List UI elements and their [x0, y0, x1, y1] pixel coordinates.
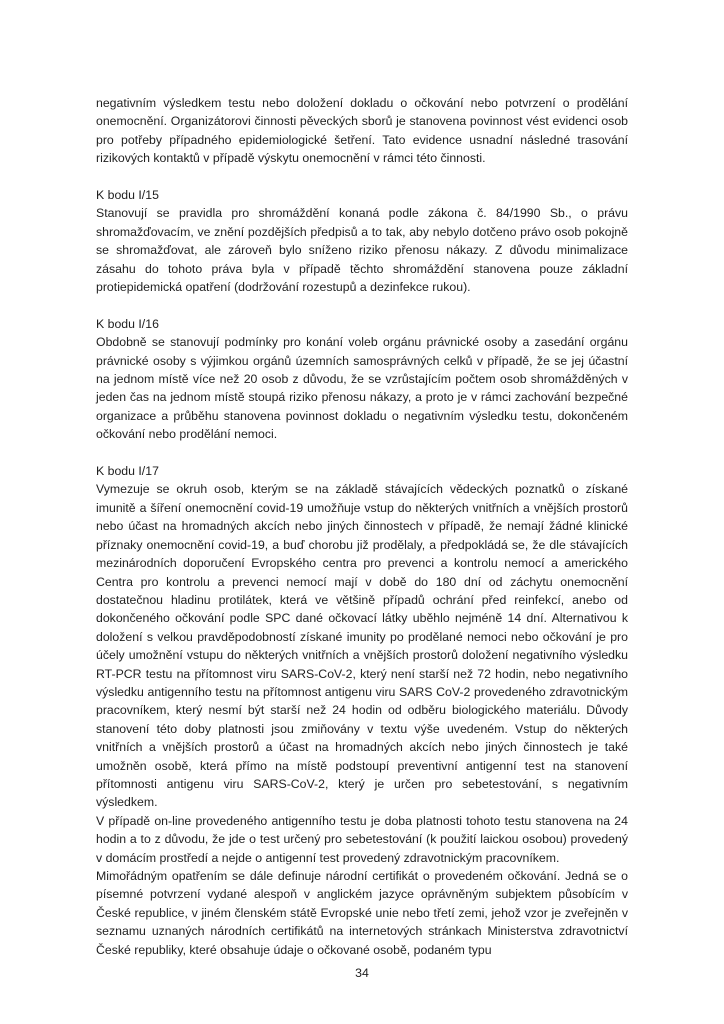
intro-paragraph: negativním výsledkem testu nebo doložení dokladu o očkování nebo potvrzení o prodělání onemocnění. Organizátorovi činnosti pěveckých sborů je stanovena povinnost vést evidenci osob pro potřeby případného epidemiologické šetření. Tato evidence usnadní následné trasování rizikových kontaktů v případě výskytu onemocnění v rámci této činnosti.	[96, 96, 628, 166]
section-i-15	[96, 186, 628, 296]
section-paragraph: V případě on-line provedeného antigenního testu je doba platnosti tohoto testu stanovena na 24 hodin a to z důvodu, že jde o test určený pro sebetestování (k použití laickou osobou) provedený v domácím prostředí a nejde o antigenní test provedený zdravotnickým pracovníkem.	[96, 813, 628, 865]
section-heading: K bodu I/16	[96, 316, 159, 331]
page-number: 34	[355, 966, 369, 980]
section-paragraph: Vymezuje se okruh osob, kterým se na základě stávajících vědeckých poznatků o získané imunitě a šíření onemocnění covid-19 umožňuje vstup do některých vnitřních a vnějších prostorů nebo účast na hromadných akcích nebo jiných činnostech v případě, že nemají žádné klinické příznaky onemocnění covid-19, a buď chorobu již prodělaly, a předpokládá se, že dle stávajících mezinárodních doporučení Evropského centra pro prevenci a kontrolu nemocí a amerického Centra pro kontrolu a prevenci nemocí mají v době do 180 dní od záchytu onemocnění dostatečnou hladinu protilátek, která ve většině případů ochrání před reinfekcí, anebo od dokončeného očkování podle SPC dané očkovací látky uběhlo nejméně 14 dní. Alternativou k doložení s velkou pravděpodobností získané imunity po prodělané nemoci nebo očkování je pro účely umožnění vstupu do některých vnitřních a vnějších prostorů doložení negativního výsledku RT-PCR testu na přítomnost viru SARS-CoV-2, který není starší než 72 hodin, nebo negativního výsledku antigenního testu na přítomnost antigenu viru SARS CoV-2 provedeného zdravotnickým pracovníkem, který nesmí být starší než 24 hodin od odběru biologického materiálu. Důvody stanovení této doby platnosti jsou zmiňovány v textu výše uvedeném. Vstup do některých vnitřních a vnějších prostorů a účast na hromadných akcích nebo jiných činnostech je také umožněn osobě, která přímo na místě podstoupí preventivní antigenní test na stanovení přítomnosti antigenu viru SARS-CoV-2, který je určen pro sebetestování, s negativním výsledkem.	[96, 482, 628, 810]
section-paragraph: Mimořádným opatřením se dále definuje národní certifikát o provedeném očkování. Jedná se o písemné potvrzení vydané alespoň v anglickém jazyce oprávněným subjektem působícím v České republice, v jiném členském státě Evropské unie nebo třetí zemi, jehož vzor je zveřejněn v seznamu uznaných národních certifikátů na internetových stránkach Ministerstva zdravotnictví České republiky, které obsahuje údaje o očkované osobě, podaném typu	[96, 869, 628, 957]
section-heading: K bodu I/17	[96, 464, 159, 479]
section-heading: K bodu I/15	[96, 188, 159, 203]
section-i-16	[96, 315, 628, 444]
section-paragraph: Obdobně se stanovují podmínky pro konání voleb orgánu právnické osoby a zasedání orgánu právnické osoby s výjimkou orgánů územních samosprávných celků v případě, že se jej účastní na jednom místě více než 20 osob z důvodu, že se vzrůstajícím počtem osob shromážděných v jeden čas na jednom místě stoupá riziko přenosu nákazy, a proto je v rámci zachování bezpečné organizace a průběhu stanovena povinnost dokladu o negativním výsledku testu, dokončeném očkování nebo prodělání nemoci.	[96, 335, 628, 442]
section-paragraph: Stanovují se pravidla pro shromáždění konaná podle zákona č. 84/1990 Sb., o právu shromažďovacím, ve znění pozdějších předpisů a to tak, aby nebylo dotčeno právo osob pokojně se shromažďovat, ale zároveň bylo sníženo riziko přenosu nákazy. Z důvodu minimalizace zásahu do tohoto práva byla v případě těchto shromáždění stanovena pouze základní protiepidemická opatření (dodržování rozestupů a dezinfekce rukou).	[96, 206, 628, 295]
page-body	[96, 94, 628, 959]
section-i-17	[96, 462, 628, 959]
